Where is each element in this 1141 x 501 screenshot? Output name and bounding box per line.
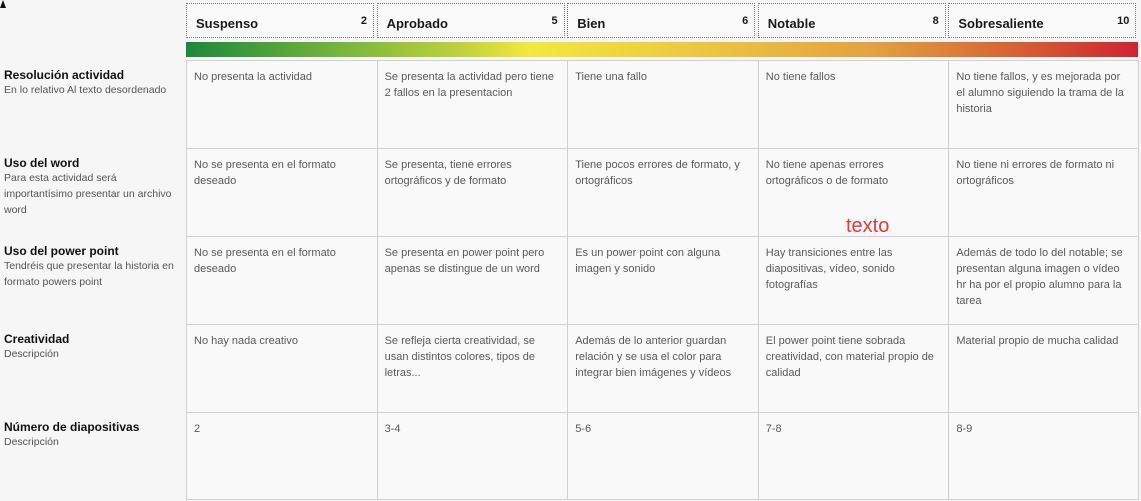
- rubric-cell[interactable]: No presenta la actividad: [186, 60, 377, 148]
- criterion-row: [0, 236, 1141, 324]
- criterion-description: Descripción: [4, 348, 59, 360]
- rubric-cell[interactable]: No tiene fallos, y es mejorada por el alumno siguiendo la trama de la historia: [948, 60, 1139, 148]
- criterion-label[interactable]: [0, 148, 186, 236]
- criterion-row: [0, 148, 1141, 236]
- level-score: 5: [551, 15, 558, 27]
- level-name: Bien: [577, 16, 606, 31]
- rubric-cell[interactable]: Se presenta en power point pero apenas se distingue de un word: [377, 236, 568, 324]
- score-gradient-bar: [186, 42, 1138, 57]
- criterion-description: Tendréis que presentar la historia en formato powers point: [4, 260, 174, 288]
- rubric-cell[interactable]: Tiene pocos errores de formato, y ortográficos: [567, 148, 758, 236]
- rubric-cell[interactable]: No se presenta en el formato deseado: [186, 148, 377, 236]
- criterion-label[interactable]: [0, 236, 186, 324]
- rubric-cell[interactable]: No tiene apenas errores ortográficos o de formato: [758, 148, 949, 236]
- rubric-cell[interactable]: Se presenta la actividad pero tiene 2 fallos en la presentacion: [377, 60, 568, 148]
- criterion-title: Uso del power point: [4, 244, 119, 258]
- criterion-title: Uso del word: [4, 156, 80, 170]
- criterion-label[interactable]: [0, 412, 186, 500]
- level-header-sobresaliente[interactable]: [948, 3, 1136, 38]
- rubric-cell[interactable]: Además de todo lo del notable; se presentan alguna imagen o vídeo hr ha por el propio alumno para la tarea: [948, 236, 1139, 324]
- rubric-grid: [0, 60, 1141, 500]
- rubric-cell[interactable]: 5-6: [567, 412, 758, 500]
- criterion-row: [0, 324, 1141, 412]
- criterion-label[interactable]: [0, 324, 186, 412]
- rubric-cell[interactable]: 8-9: [948, 412, 1139, 500]
- rubric-cell[interactable]: 7-8: [758, 412, 949, 500]
- rubric-cell[interactable]: No se presenta en el formato deseado: [186, 236, 377, 324]
- level-header-notable[interactable]: [758, 3, 946, 38]
- level-name: Notable: [767, 16, 816, 31]
- level-name: Suspenso: [196, 16, 259, 31]
- rubric-cell[interactable]: El power point tiene sobrada creatividad, con material propio de calidad: [758, 324, 949, 412]
- criterion-label[interactable]: [0, 60, 186, 148]
- level-score: 6: [742, 15, 749, 27]
- level-score: 10: [1117, 15, 1130, 27]
- overlay-text: texto: [846, 215, 890, 237]
- level-header-bien[interactable]: [567, 3, 755, 38]
- rubric-cell[interactable]: No tiene fallos: [758, 60, 949, 148]
- rubric-cell[interactable]: Se refleja cierta creatividad, se usan distintos colores, tipos de letras...: [377, 324, 568, 412]
- criterion-title: Número de diapositivas: [4, 420, 140, 434]
- level-score: 8: [932, 15, 939, 27]
- rubric-cell[interactable]: Además de lo anterior guardan relación y se usa el color para integrar bien imágenes y vídeos: [567, 324, 758, 412]
- level-header-suspenso[interactable]: [186, 3, 374, 38]
- criterion-description: En lo relativo Al texto desordenado: [4, 84, 167, 96]
- criterion-description: Descripción: [4, 436, 59, 448]
- rubric-cell[interactable]: Es un power point con alguna imagen y sonido: [567, 236, 758, 324]
- rubric-cell[interactable]: Se presenta, tiene errores ortográficos y de formato: [377, 148, 568, 236]
- rubric-cell[interactable]: 3-4: [377, 412, 568, 500]
- criterion-row: [0, 60, 1141, 148]
- level-name: Aprobado: [386, 16, 448, 31]
- level-header-aprobado[interactable]: [377, 3, 565, 38]
- rubric-cell[interactable]: Material propio de mucha calidad: [948, 324, 1139, 412]
- rubric-cell[interactable]: No tiene ni errores de formato ni ortográficos: [948, 148, 1139, 236]
- level-name: Sobresaliente: [958, 16, 1044, 31]
- rubric-cell[interactable]: Hay transiciones entre las diapositivas, vídeo, sonido fotografías: [758, 236, 949, 324]
- rubric-cell[interactable]: Tiene una fallo: [567, 60, 758, 148]
- rubric-cell[interactable]: No hay nada creativo: [186, 324, 377, 412]
- criterion-row: [0, 412, 1141, 500]
- criterion-description: Para esta actividad será importantísimo presentar un archivo word: [4, 172, 172, 216]
- criterion-title: Creatividad: [4, 332, 70, 346]
- level-score: 2: [360, 15, 367, 27]
- level-header-row: [186, 3, 1139, 40]
- rubric-cell[interactable]: 2: [186, 412, 377, 500]
- criterion-title: Resolución actividad: [4, 68, 125, 82]
- cursor-marker: [0, 0, 6, 8]
